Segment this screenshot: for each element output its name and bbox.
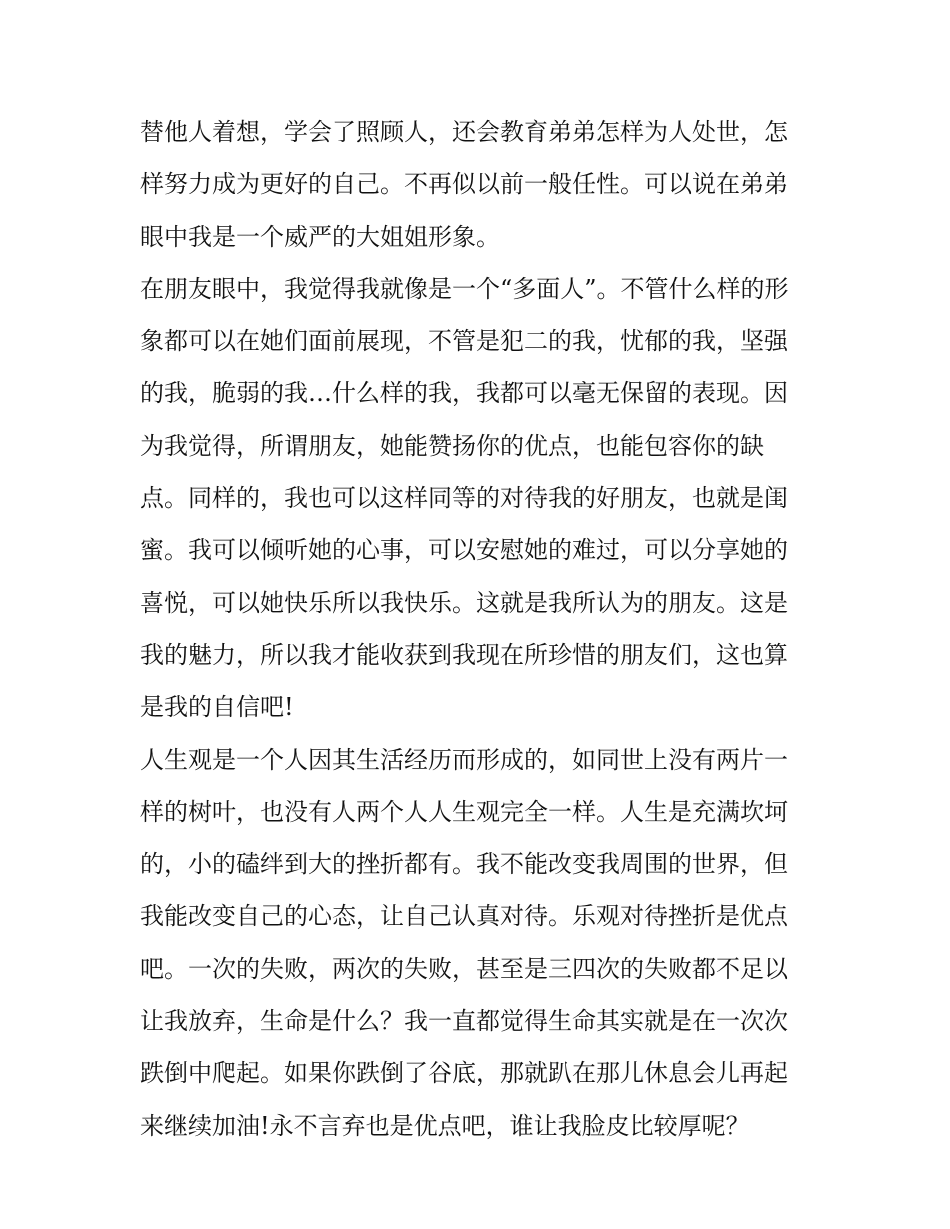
text-line: 让我放弃，生命是什么？我一直都觉得生命其实就是在一次次 — [140, 1007, 788, 1036]
text-line: 在朋友眼中，我觉得我就像是一个“多面人”。不管什么样的形 — [140, 274, 789, 303]
text-line: 样的树叶，也没有人两个人人生观完全一样。人生是充满坎坷 — [140, 797, 788, 826]
text-line: 跌倒中爬起。如果你跌倒了谷底，那就趴在那儿休息会儿再起 — [140, 1059, 788, 1088]
body-text — [140, 106, 820, 1152]
text-line: 吧。一次的失败，两次的失败，甚至是三四次的失败都不足以 — [140, 954, 788, 983]
text-line: 点。同样的，我也可以这样同等的对待我的好朋友，也就是闺 — [140, 484, 788, 513]
text-line: 是我的自信吧! — [140, 693, 294, 722]
text-line: 眼中我是一个威严的大姐姐形象。 — [140, 222, 500, 251]
text-line: 我能改变自己的心态，让自己认真对待。乐观对待挫折是优点 — [140, 902, 788, 931]
text-line: 为我觉得，所谓朋友，她能赞扬你的优点，也能包容你的缺 — [140, 431, 764, 460]
text-line: 蜜。我可以倾听她的心事，可以安慰她的难过，可以分享她的 — [140, 536, 788, 565]
text-line: 象都可以在她们面前展现，不管是犯二的我，忧郁的我，坚强 — [140, 327, 788, 356]
text-line: 替他人着想，学会了照顾人，还会教育弟弟怎样为人处世，怎 — [140, 118, 788, 146]
text-line: 样努力成为更好的自己。不再似以前一般任性。可以说在弟弟 — [140, 170, 788, 199]
text-line: 人生观是一个人因其生活经历而形成的，如同世上没有两片一 — [140, 745, 788, 774]
text-line: 我的魅力，所以我才能收获到我现在所珍惜的朋友们，这也算 — [140, 640, 788, 669]
text-line: 来继续加油!永不言弃也是优点吧，谁让我脸皮比较厚呢？ — [140, 1111, 750, 1140]
text-line: 的我，脆弱的我…什么样的我，我都可以毫无保留的表现。因 — [140, 379, 788, 408]
text-line: 的，小的磕绊到大的挫折都有。我不能改变我周围的世界，但 — [140, 850, 788, 879]
text-line: 喜悦，可以她快乐所以我快乐。这就是我所认为的朋友。这是 — [140, 588, 788, 617]
